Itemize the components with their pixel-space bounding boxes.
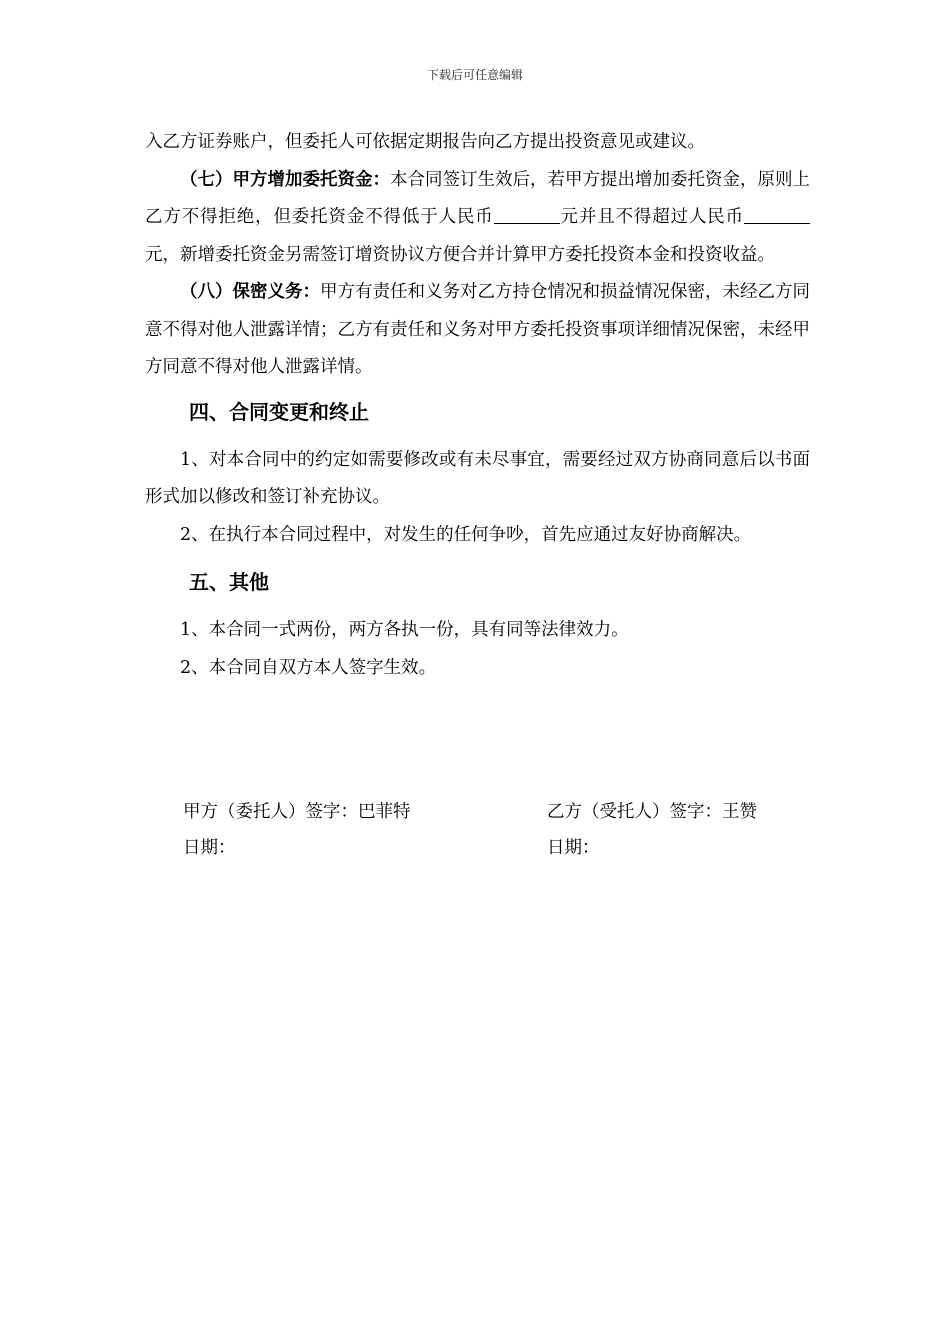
party-a-date: 日期：	[183, 838, 236, 858]
page-header: 下载后可任意编辑	[426, 68, 523, 82]
date-row	[183, 830, 823, 866]
clause-7-text-3: 元，新增委托资金另需签订增资协议方便合并计算甲方委托投资本金和投资收益。	[145, 244, 775, 265]
clause-7-heading: （七）甲方增加委托资金：	[180, 169, 390, 190]
signature-block	[183, 794, 823, 866]
clause-7-paragraph	[145, 162, 810, 275]
clause-8-paragraph	[145, 274, 810, 387]
document-body	[145, 124, 810, 687]
clause-7-text-1: 本合同签订生效后，若甲方提出增加委托资金，原则上乙方不得拒绝，但委托资金不得低于人民币	[145, 169, 810, 227]
section-5-title: 五、其他	[189, 570, 269, 594]
clause-8-text: 甲方有责任和义务对乙方持仓情况和损益情况保密，未经乙方同意不得对他人泄露详情；乙方有责任和义务对甲方委托投资事项详细情况保密，未经甲方同意不得对他人泄露详情。	[145, 282, 810, 377]
section-5-item-2: 2、本合同自双方本人签字生效。	[180, 657, 437, 678]
amount-blank-max	[744, 205, 810, 224]
party-a-signature: 甲方（委托人）签字：巴菲特	[183, 802, 411, 822]
party-b-signature: 乙方（受托人）签字：王赞	[547, 802, 757, 822]
clause-7-text-2: 元并且不得超过人民币	[559, 207, 745, 227]
section-4-item-1: 1、对本合同中的约定如需要修改或有未尽事宜，需要经过双方协商同意后以书面形式加以修改和签订补充协议。	[145, 449, 810, 507]
section-4-title: 四、合同变更和终止	[189, 399, 369, 424]
amount-blank-min	[494, 205, 560, 224]
section-4-item-2: 2、在执行本合同过程中，对发生的任何争吵，首先应通过友好协商解决。	[180, 524, 752, 545]
clause-8-heading: （八）保密义务：	[180, 282, 320, 302]
section-5-item-1: 1、本合同一式两份，两方各执一份，具有同等法律效力。	[180, 620, 629, 640]
signature-row	[183, 794, 823, 830]
party-b-date: 日期：	[547, 838, 600, 858]
continuation-paragraph: 入乙方证券账户，但委托人可依据定期报告向乙方提出投资意见或建议。	[145, 132, 705, 152]
